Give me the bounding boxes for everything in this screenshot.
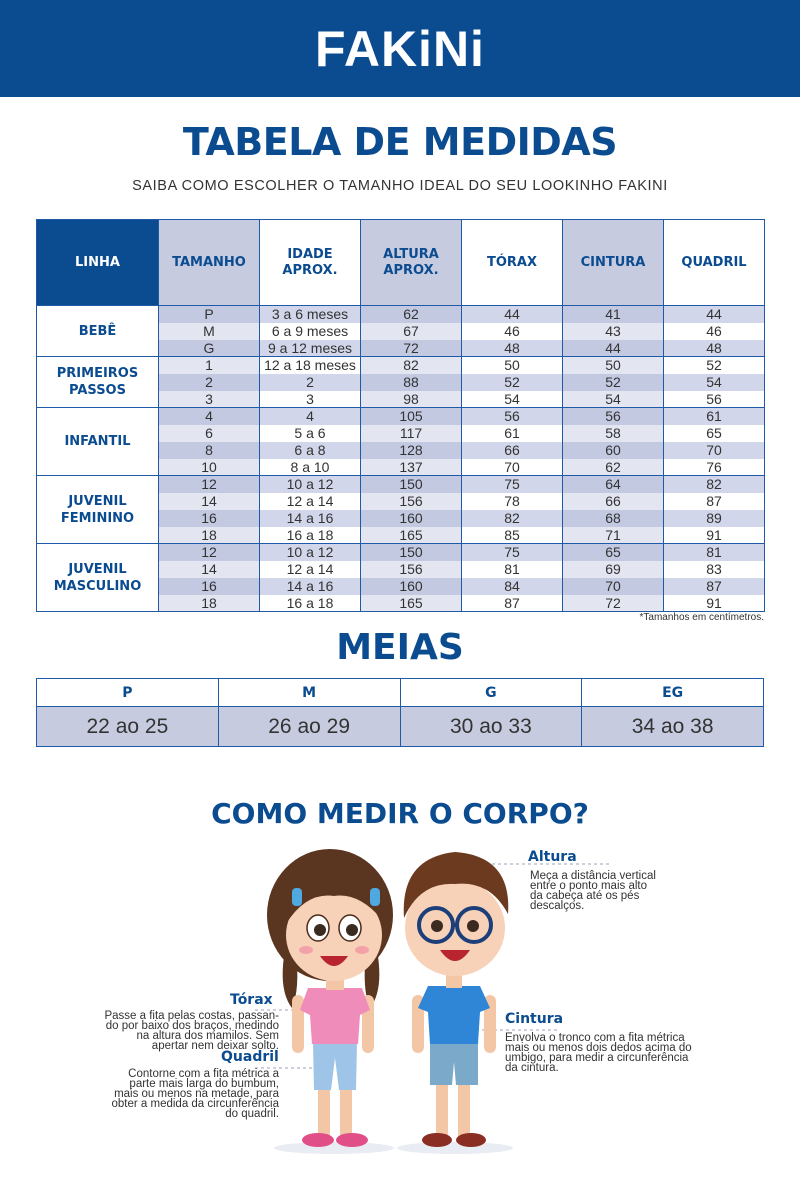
cintura-description: Envolva o tronco com a fita métrica mais ou menos dois dedos acima do umbigo, para medir a circunferência da cintura.	[505, 1032, 692, 1074]
header-cintura: CINTURA	[563, 220, 664, 306]
cell-torax: 75	[462, 476, 563, 493]
cell-quadril: 54	[664, 374, 765, 391]
cell-quadril: 46	[664, 323, 765, 340]
meias-range: 30 ao 33	[400, 707, 582, 747]
cell-torax: 50	[462, 357, 563, 374]
group-name: PRIMEIROS PASSOS	[37, 357, 159, 408]
cell-quadril: 82	[664, 476, 765, 493]
cell-idade: 16 a 18	[260, 595, 361, 612]
header-torax: TÓRAX	[462, 220, 563, 306]
cell-altura: 67	[361, 323, 462, 340]
cell-tamanho: 14	[159, 493, 260, 510]
meias-range: 26 ao 29	[218, 707, 400, 747]
boy-figure	[397, 852, 513, 1154]
cell-tamanho: 14	[159, 561, 260, 578]
cell-idade: 4	[260, 408, 361, 425]
cell-torax: 70	[462, 459, 563, 476]
meias-title: MEIAS	[336, 627, 464, 668]
cell-idade: 3	[260, 391, 361, 408]
cell-altura: 128	[361, 442, 462, 459]
cell-idade: 10 a 12	[260, 476, 361, 493]
cell-tamanho: 12	[159, 544, 260, 561]
cell-cintura: 60	[563, 442, 664, 459]
girl-figure	[267, 849, 394, 1154]
cell-altura: 165	[361, 595, 462, 612]
cell-idade: 2	[260, 374, 361, 391]
meias-range: 22 ao 25	[37, 707, 219, 747]
cell-altura: 82	[361, 357, 462, 374]
cell-tamanho: 16	[159, 578, 260, 595]
header-idade: IDADE APROX.	[260, 220, 361, 306]
cell-torax: 78	[462, 493, 563, 510]
cell-torax: 44	[462, 306, 563, 323]
cell-torax: 81	[462, 561, 563, 578]
group-name: INFANTIL	[37, 408, 159, 476]
cell-cintura: 69	[563, 561, 664, 578]
cell-quadril: 65	[664, 425, 765, 442]
header-tamanho: TAMANHO	[159, 220, 260, 306]
cell-quadril: 87	[664, 493, 765, 510]
meias-size: P	[37, 679, 219, 707]
cell-altura: 160	[361, 578, 462, 595]
cell-torax: 82	[462, 510, 563, 527]
cell-quadril: 44	[664, 306, 765, 323]
cell-altura: 156	[361, 561, 462, 578]
cell-quadril: 52	[664, 357, 765, 374]
quadril-description: Contorne com a fita métrica a parte mais larga do bumbum, mais ou menos na metade, para obter a medida da circunferência do quadril.	[111, 1068, 279, 1120]
cell-altura: 160	[361, 510, 462, 527]
cell-altura: 165	[361, 527, 462, 544]
cell-cintura: 50	[563, 357, 664, 374]
cell-altura: 156	[361, 493, 462, 510]
cell-torax: 56	[462, 408, 563, 425]
altura-description: Meça a distância vertical entre o ponto mais alto da cabeça até os pés descalços.	[530, 870, 656, 912]
cell-tamanho: 2	[159, 374, 260, 391]
quadril-label: Quadril	[221, 1049, 279, 1065]
cell-idade: 6 a 8	[260, 442, 361, 459]
cell-cintura: 41	[563, 306, 664, 323]
cell-tamanho: 18	[159, 595, 260, 612]
cell-torax: 52	[462, 374, 563, 391]
cell-cintura: 52	[563, 374, 664, 391]
cell-cintura: 64	[563, 476, 664, 493]
cell-idade: 14 a 16	[260, 578, 361, 595]
cell-quadril: 61	[664, 408, 765, 425]
table-note: *Tamanhos em centímetros.	[639, 612, 764, 623]
cell-idade: 12 a 14	[260, 561, 361, 578]
cell-altura: 150	[361, 544, 462, 561]
group-name: BEBÊ	[37, 306, 159, 357]
cell-torax: 48	[462, 340, 563, 357]
cell-torax: 46	[462, 323, 563, 340]
cell-idade: 14 a 16	[260, 510, 361, 527]
cell-altura: 98	[361, 391, 462, 408]
cell-quadril: 81	[664, 544, 765, 561]
cell-cintura: 43	[563, 323, 664, 340]
cell-tamanho: 8	[159, 442, 260, 459]
group-name: JUVENIL MASCULINO	[37, 544, 159, 612]
group-name: JUVENIL FEMININO	[37, 476, 159, 544]
cell-tamanho: P	[159, 306, 260, 323]
cell-cintura: 54	[563, 391, 664, 408]
torax-label: Tórax	[230, 992, 273, 1008]
cell-quadril: 87	[664, 578, 765, 595]
cell-cintura: 71	[563, 527, 664, 544]
cell-tamanho: 6	[159, 425, 260, 442]
cell-idade: 16 a 18	[260, 527, 361, 544]
cell-quadril: 91	[664, 527, 765, 544]
page-title: TABELA DE MEDIDAS	[182, 120, 618, 164]
cintura-label: Cintura	[505, 1011, 564, 1027]
cell-tamanho: 16	[159, 510, 260, 527]
page-subtitle: SAIBA COMO ESCOLHER O TAMANHO IDEAL DO SEU LOOKINHO FAKINI	[132, 178, 668, 194]
cell-torax: 84	[462, 578, 563, 595]
meias-size: M	[218, 679, 400, 707]
torax-description: Passe a fita pelas costas, passan- do por baixo dos braços, medindo na altura dos mamilos. Sem apertar nem deixar solto.	[104, 1010, 279, 1052]
cell-idade: 8 a 10	[260, 459, 361, 476]
header-quadril: QUADRIL	[664, 220, 765, 306]
cell-torax: 54	[462, 391, 563, 408]
cell-tamanho: 1	[159, 357, 260, 374]
cell-cintura: 70	[563, 578, 664, 595]
cell-altura: 150	[361, 476, 462, 493]
cell-tamanho: 12	[159, 476, 260, 493]
cell-cintura: 62	[563, 459, 664, 476]
meias-size: EG	[582, 679, 764, 707]
cell-torax: 66	[462, 442, 563, 459]
cell-torax: 75	[462, 544, 563, 561]
cell-torax: 87	[462, 595, 563, 612]
cell-altura: 72	[361, 340, 462, 357]
header-altura: ALTURA APROX.	[361, 220, 462, 306]
cell-tamanho: 4	[159, 408, 260, 425]
cell-quadril: 76	[664, 459, 765, 476]
cell-altura: 137	[361, 459, 462, 476]
cell-quadril: 91	[664, 595, 765, 612]
cell-cintura: 68	[563, 510, 664, 527]
como-medir-title: COMO MEDIR O CORPO?	[211, 797, 589, 830]
cell-tamanho: G	[159, 340, 260, 357]
cell-cintura: 66	[563, 493, 664, 510]
cell-tamanho: M	[159, 323, 260, 340]
cell-quadril: 48	[664, 340, 765, 357]
cell-quadril: 83	[664, 561, 765, 578]
cell-idade: 6 a 9 meses	[260, 323, 361, 340]
cell-idade: 10 a 12	[260, 544, 361, 561]
cell-altura: 117	[361, 425, 462, 442]
altura-label: Altura	[528, 849, 577, 865]
cell-tamanho: 18	[159, 527, 260, 544]
cell-quadril: 70	[664, 442, 765, 459]
cell-cintura: 65	[563, 544, 664, 561]
cell-cintura: 56	[563, 408, 664, 425]
cell-altura: 62	[361, 306, 462, 323]
cell-tamanho: 10	[159, 459, 260, 476]
cell-idade: 3 a 6 meses	[260, 306, 361, 323]
cell-cintura: 58	[563, 425, 664, 442]
header-linha: LINHA	[37, 220, 159, 306]
meias-size: G	[400, 679, 582, 707]
cell-idade: 5 a 6	[260, 425, 361, 442]
cell-quadril: 89	[664, 510, 765, 527]
cell-cintura: 72	[563, 595, 664, 612]
cell-cintura: 44	[563, 340, 664, 357]
brand-logo: FAKiNi	[315, 20, 485, 77]
cell-idade: 9 a 12 meses	[260, 340, 361, 357]
cell-altura: 88	[361, 374, 462, 391]
cell-quadril: 56	[664, 391, 765, 408]
cell-torax: 85	[462, 527, 563, 544]
cell-altura: 105	[361, 408, 462, 425]
meias-range: 34 ao 38	[582, 707, 764, 747]
cell-torax: 61	[462, 425, 563, 442]
cell-idade: 12 a 18 meses	[260, 357, 361, 374]
cell-idade: 12 a 14	[260, 493, 361, 510]
cell-tamanho: 3	[159, 391, 260, 408]
